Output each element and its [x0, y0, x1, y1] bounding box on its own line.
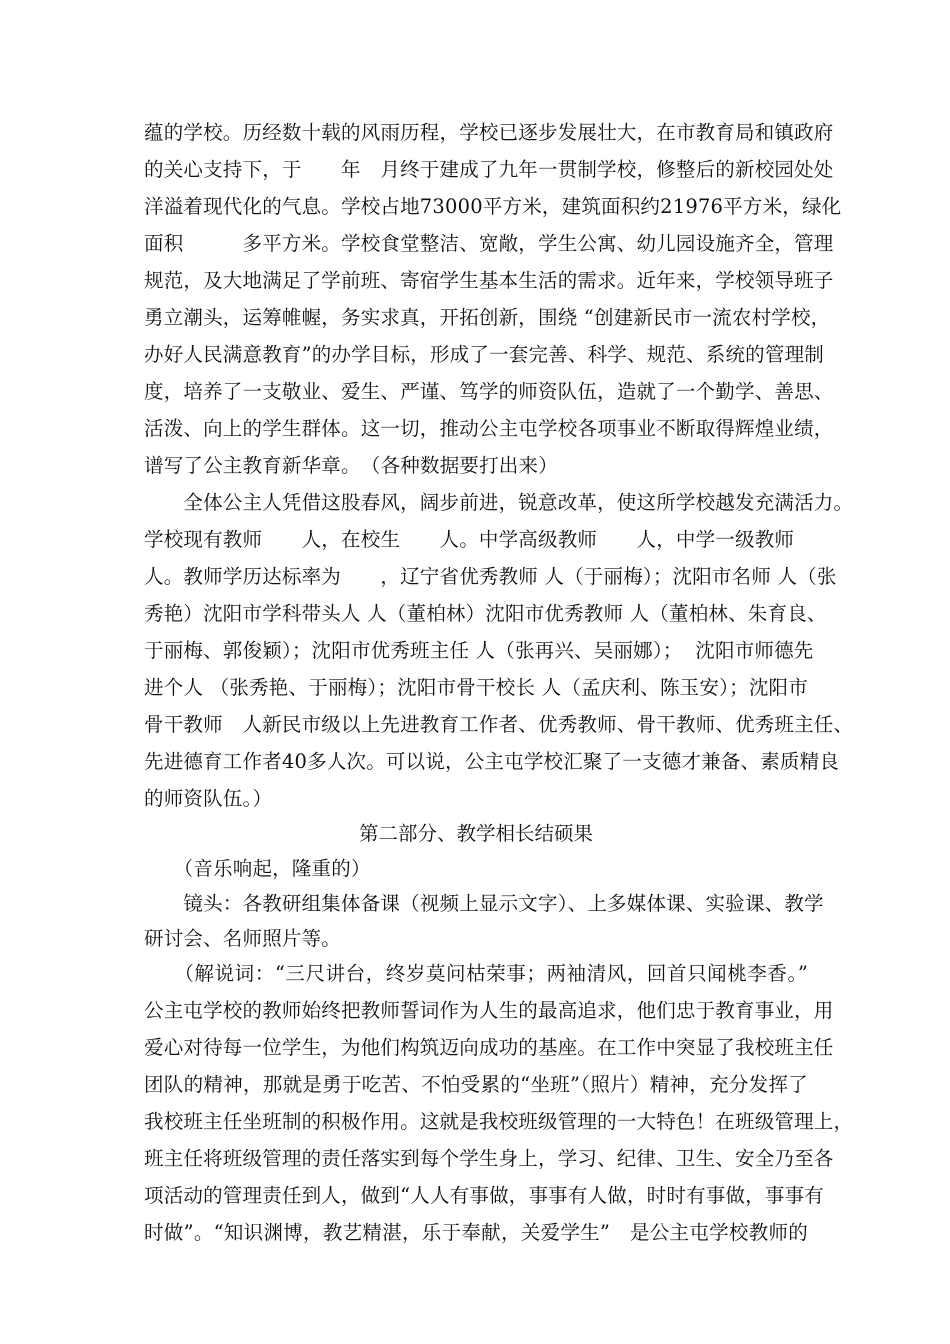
paragraph-line: 项活动的管理责任到人，做到“人人有事做，事事有人做，时时有事做，事事有	[144, 1184, 824, 1207]
paragraph-line: 我校班主任坐班制的积极作用。这就是我校班级管理的一大特色！在班级管理上，	[144, 1110, 854, 1133]
paragraph-line: 的师资队伍。）	[144, 787, 273, 810]
paragraph-line: 谱写了公主教育新华章。 （各种数据要打出来）	[144, 454, 558, 477]
paragraph-line: 爱心对待每一位学生，为他们构筑迈向成功的基座。在工作中突显了我校班主任	[144, 1036, 834, 1059]
paragraph-line: 公主屯学校的教师始终把教师誓词作为人生的最高追求，他们忠于教育事业，用	[144, 999, 834, 1022]
paragraph-line: 洋溢着现代化的气息。学校占地73000平方米，建筑面积约21976平方米，绿化	[144, 195, 842, 218]
paragraph-line: 勇立潮头，运筹帷幄，务实求真，开拓创新，围绕 “创建新民市一流农村学校，	[144, 306, 831, 329]
paragraph-line: 时做”。“知识渊博，教艺精湛，乐于奉献，关爱学生” 是公主屯学校教师的	[144, 1221, 808, 1244]
paragraph-line: 面积 多平方米。学校食堂整洁、宽敞，学生公寓、幼儿园设施齐全，管理	[144, 232, 834, 255]
paragraph-line: 进个人 （张秀艳、于丽梅）；沈阳市骨干校长 人（孟庆利、陈玉安）；沈阳市	[144, 676, 808, 699]
paragraph-line: 团队的精神，那就是勇于吃苦、不怕受累的“坐班”（照片）精神，充分发挥了	[144, 1073, 808, 1096]
paragraph-line: 骨干教师 人新民市级以上先进教育工作者、优秀教师、骨干教师、优秀班主任、	[144, 713, 854, 736]
paragraph-line: 镜头：各教研组集体备课（视频上显示文字）、上多媒体课、实验课、教学	[144, 892, 824, 915]
paragraph-line: 全体公主人凭借这股春风，阔步前进，锐意改革，使这所学校越发充满活力。	[144, 491, 854, 514]
paragraph-line: 活泼、向上的学生群体。这一切，推动公主屯学校各项事业不断取得辉煌业绩，	[144, 417, 834, 440]
paragraph-line: （音乐响起，隆重的）	[144, 857, 371, 880]
paragraph-line: （解说词：“三尺讲台，终岁莫问枯荣事；两袖清风，回首只闻桃李香。”	[144, 962, 808, 985]
paragraph-line: 班主任将班级管理的责任落实到每个学生身上，学习、纪律、卫生、安全乃至各	[144, 1147, 834, 1170]
paragraph-line: 学校现有教师 人，在校生 人。中学高级教师 人，中学一级教师	[144, 528, 795, 551]
paragraph-line: 先进德育工作者40多人次。可以说，公主屯学校汇聚了一支德才兼备、素质精良	[144, 750, 840, 773]
paragraph-line: 度，培养了一支敬业、爱生、严谨、笃学的师资队伍，造就了一个勤学、善思、	[144, 380, 834, 403]
paragraph-line: 研讨会、名师照片等。	[144, 927, 342, 950]
paragraph-line: 于丽梅、郭俊颖）；沈阳市优秀班主任 人（张再兴、吴丽娜）； 沈阳市师德先	[144, 639, 814, 662]
paragraph-line: 秀艳）沈阳市学科带头人 人（董柏林）沈阳市优秀教师 人（董柏林、朱育良、	[144, 602, 827, 625]
paragraph-line: 办好人民满意教育”的办学目标，形成了一套完善、科学、规范、系统的管理制	[144, 343, 824, 366]
paragraph-line: 的关心支持下，于 年 月终于建成了九年一贯制学校，修整后的新校园处处	[144, 158, 834, 181]
paragraph-line: 规范，及大地满足了学前班、寄宿学生基本生活的需求。近年来，学校领导班子	[144, 269, 834, 292]
paragraph-line: 蕴的学校。历经数十载的风雨历程，学校已逐步发展壮大，在市教育局和镇政府	[144, 121, 834, 144]
section-heading: 第二部分、教学相长结硕果	[358, 822, 593, 845]
paragraph-line: 人。教师学历达标率为 ，辽宁省优秀教师 人（于丽梅）；沈阳市名师 人（张	[144, 565, 837, 588]
